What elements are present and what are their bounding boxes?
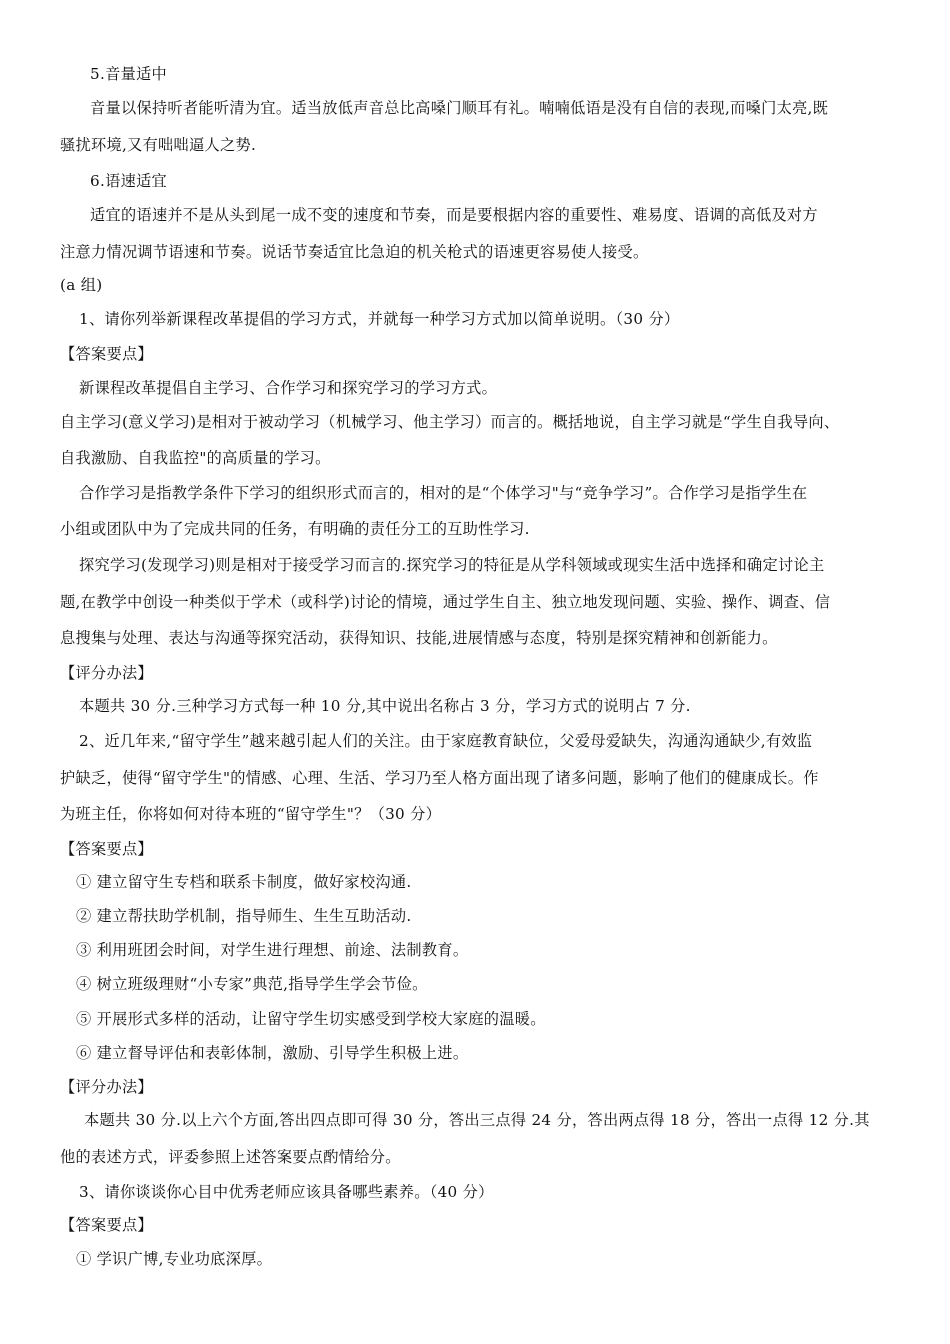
- paragraph-line: 题,在教学中创设一种类似于学术（或科学)讨论的情境，通过学生自主、独立地发现问题、实验、操作、调查、信: [60, 593, 831, 611]
- paragraph-line: 自我激励、自我监控"的高质量的学习。: [60, 449, 331, 467]
- paragraph-line: 注意力情况调节语速和节奏。说话节奏适宜比急迫的机关枪式的语速更容易使人接受。: [60, 243, 649, 261]
- paragraph-line: 本题共 30 分.三种学习方式每一种 10 分,其中说出名称占 3 分，学习方式的说明占 7 分.: [79, 697, 691, 715]
- list-item: ③ 利用班团会时间，对学生进行理想、前途、法制教育。: [76, 941, 469, 959]
- question-line: 1、请你列举新课程改革提倡的学习方式，并就每一种学习方式加以简单说明。（30 分）: [79, 310, 680, 328]
- paragraph-line: 自主学习(意义学习)是相对于被动学习（机械学习、他主学习）而言的。概括地说，自主学习就是“学生自我导向、: [60, 413, 840, 431]
- list-item: ① 学识广博,专业功底深厚。: [76, 1250, 273, 1268]
- paragraph-line: 合作学习是指教学条件下学习的组织形式而言的，相对的是“个体学习"与“竞争学习”。合作学习是指学生在: [79, 484, 808, 502]
- answer-heading: 【答案要点】: [60, 1216, 153, 1234]
- paragraph-line: 探究学习(发现学习)则是相对于接受学习而言的.探究学习的特征是从学科领域或现实生活中选择和确定讨论主: [79, 556, 825, 574]
- section-heading: 5.音量适中: [90, 65, 168, 83]
- list-item: ① 建立留守生专档和联系卡制度，做好家校沟通.: [76, 873, 412, 891]
- paragraph-line: 骚扰环境,又有咄咄逼人之势.: [60, 136, 257, 154]
- group-label: (a 组): [60, 276, 103, 294]
- paragraph-line: 适宜的语速并不是从头到尾一成不变的速度和节奏，而是要根据内容的重要性、难易度、语调的高低及对方: [90, 206, 818, 224]
- list-item: ② 建立帮扶助学机制，指导师生、生生互助活动.: [76, 907, 412, 925]
- list-item: ⑥ 建立督导评估和表彰体制，激励、引导学生积极上进。: [76, 1044, 469, 1062]
- scoring-heading: 【评分办法】: [60, 664, 153, 682]
- paragraph-line: 本题共 30 分.以上六个方面,答出四点即可得 30 分，答出三点得 24 分，答出两点得 18 分，答出一点得 12 分.其: [84, 1111, 870, 1129]
- question-line: 护缺乏，使得“留守学生"的情感、心理、生活、学习乃至人格方面出现了诸多问题，影响了他们的健康成长。作: [60, 769, 819, 787]
- paragraph-line: 他的表述方式，评委参照上述答案要点酌情给分。: [60, 1148, 401, 1166]
- question-line: 2、近几年来,“留守学生”越来越引起人们的关注。由于家庭教育缺位，父爱母爱缺失，沟通沟通缺少,有效监: [79, 732, 813, 750]
- answer-heading: 【答案要点】: [60, 840, 153, 858]
- question-line: 3、请你谈谈你心目中优秀老师应该具备哪些素养。（40 分）: [79, 1183, 494, 1201]
- section-heading: 6.语速适宜: [90, 172, 168, 190]
- list-item: ⑤ 开展形式多样的活动，让留守学生切实感受到学校大家庭的温暖。: [76, 1010, 546, 1028]
- list-item: ④ 树立班级理财“小专家”典范,指导学生学会节俭。: [76, 975, 428, 993]
- paragraph-line: 音量以保持听者能听清为宜。适当放低声音总比高嗓门顺耳有礼。喃喃低语是没有自信的表现,而嗓门太亮,既: [90, 99, 829, 117]
- paragraph-line: 息搜集与处理、表达与沟通等探究活动，获得知识、技能,进展情感与态度，特别是探究精神和创新能力。: [60, 629, 778, 647]
- paragraph-line: 小组或团队中为了完成共同的任务，有明确的责任分工的互助性学习.: [60, 520, 530, 538]
- answer-heading: 【答案要点】: [60, 345, 153, 363]
- paragraph-line: 新课程改革提倡自主学习、合作学习和探究学习的学习方式。: [79, 379, 498, 397]
- scoring-heading: 【评分办法】: [60, 1078, 153, 1096]
- question-line: 为班主任，你将如何对待本班的“留守学生"？（30 分）: [60, 805, 442, 823]
